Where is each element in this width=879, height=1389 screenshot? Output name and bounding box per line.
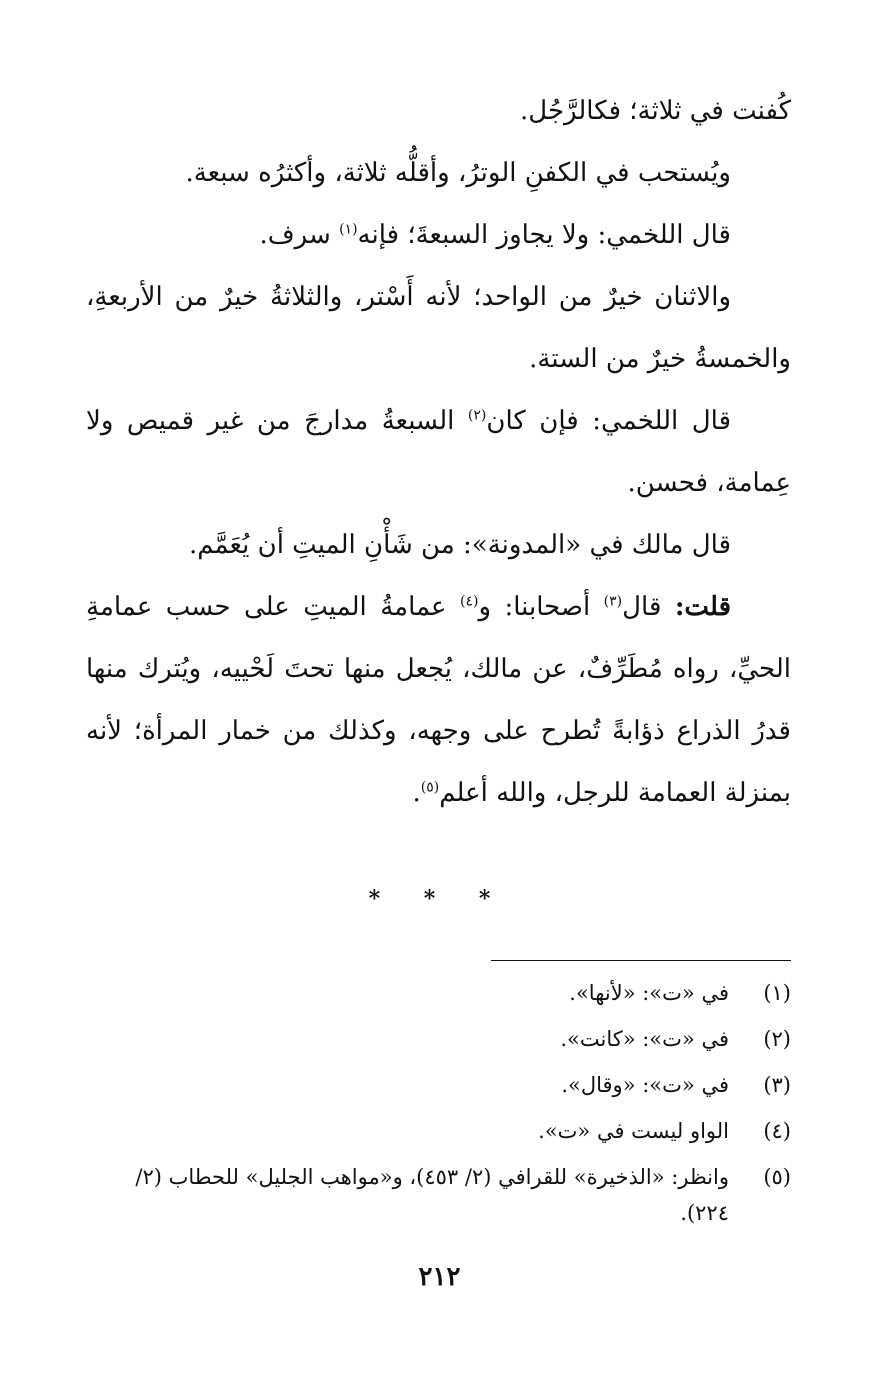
- page-number: ٢١٢: [418, 1262, 461, 1292]
- paragraph-5-text-a: قال اللخمي: فإن كان: [486, 406, 731, 436]
- paragraph-7-text-c: عمامةُ الميتِ على حسب عمامةِ الحيِّ، رواه مُطَرِّفٌ، عن مالك، يُجعل منها تحتَ لَحْييه، ويُترك منها قدرُ الذراع ذؤابةً تُطرح على وجهه، وكذلك من خمار المرأة؛ لأنه بمنزلة العمامة للرجل، والله أعلم: [86, 592, 791, 808]
- paragraph-7-text-a: قال: [622, 592, 675, 622]
- footnote-divider: [491, 960, 791, 961]
- footnote-number: (٣): [763, 1073, 791, 1097]
- footnote-item: [86, 1021, 791, 1057]
- section-separator: * * *: [368, 886, 509, 912]
- footnote-ref-2[interactable]: (٢): [467, 407, 487, 424]
- paragraph-5-text-b: السبعةُ مدارجَ من غير قميص ولا عِمامة، فحسن.: [86, 406, 791, 498]
- footnote-ref-5[interactable]: (٥): [420, 779, 440, 796]
- footnote-text: وانظر: «الذخيرة» للقرافي (٢/ ٤٥٣)، و«مواهب الجليل» للحطاب (٢/ ٢٢٤).: [135, 1165, 729, 1225]
- footnote-number: (٥): [763, 1165, 791, 1189]
- paragraph-7: [86, 576, 791, 824]
- paragraph-2-text: ويُستحب في الكفنِ الوترُ، وأقلُّه ثلاثة، وأكثرُه سبعة.: [185, 158, 731, 188]
- footnote-ref-3[interactable]: (٣): [603, 593, 623, 610]
- paragraph-6-text: قال مالك في «المدونة»: من شَأْنِ الميتِ أن يُعَمَّم.: [188, 530, 731, 560]
- footnote-ref-4[interactable]: (٤): [460, 593, 479, 610]
- footnote-item: [86, 1159, 791, 1231]
- footnote-item: [86, 1067, 791, 1103]
- paragraph-7-lead: قلت:: [674, 592, 731, 622]
- paragraph-5: [86, 390, 791, 514]
- footnote-text: في «ت»: «وقال».: [561, 1073, 729, 1097]
- paragraph-1-text: كُفنت في ثلاثة؛ فكالرَّجُل.: [520, 96, 791, 126]
- footnote-number: (٢): [763, 1027, 791, 1051]
- footnote-text: في «ت»: «لأنها».: [569, 981, 729, 1005]
- footnote-item: [86, 975, 791, 1011]
- footnote-text: الواو ليست في «ت».: [538, 1119, 729, 1143]
- paragraph-1: [86, 80, 791, 142]
- footnote-number: (١): [763, 981, 791, 1005]
- page-body: [86, 80, 791, 1241]
- paragraph-3: [86, 204, 791, 266]
- paragraph-7-text-b: أصحابنا: و: [478, 592, 604, 622]
- paragraph-3-text-b: سرف.: [259, 220, 340, 250]
- footnote-ref-1[interactable]: (١): [339, 221, 358, 238]
- paragraph-6: [86, 514, 791, 576]
- paragraph-4: [86, 266, 791, 390]
- footnote-item: [86, 1113, 791, 1149]
- paragraph-3-text-a: قال اللخمي: ولا يجاوز السبعةَ؛ فإنه: [357, 220, 731, 250]
- footnotes-list: [86, 975, 791, 1231]
- paragraph-7-text-d: .: [412, 778, 421, 808]
- footnote-text: في «ت»: «كانت».: [560, 1027, 729, 1051]
- paragraph-2: [86, 142, 791, 204]
- paragraph-4-text: والاثنان خيرٌ من الواحد؛ لأنه أَسْتر، والثلاثةُ خيرٌ من الأربعةِ، والخمسةُ خيرٌ من الستة.: [86, 282, 791, 374]
- footnote-number: (٤): [763, 1119, 791, 1143]
